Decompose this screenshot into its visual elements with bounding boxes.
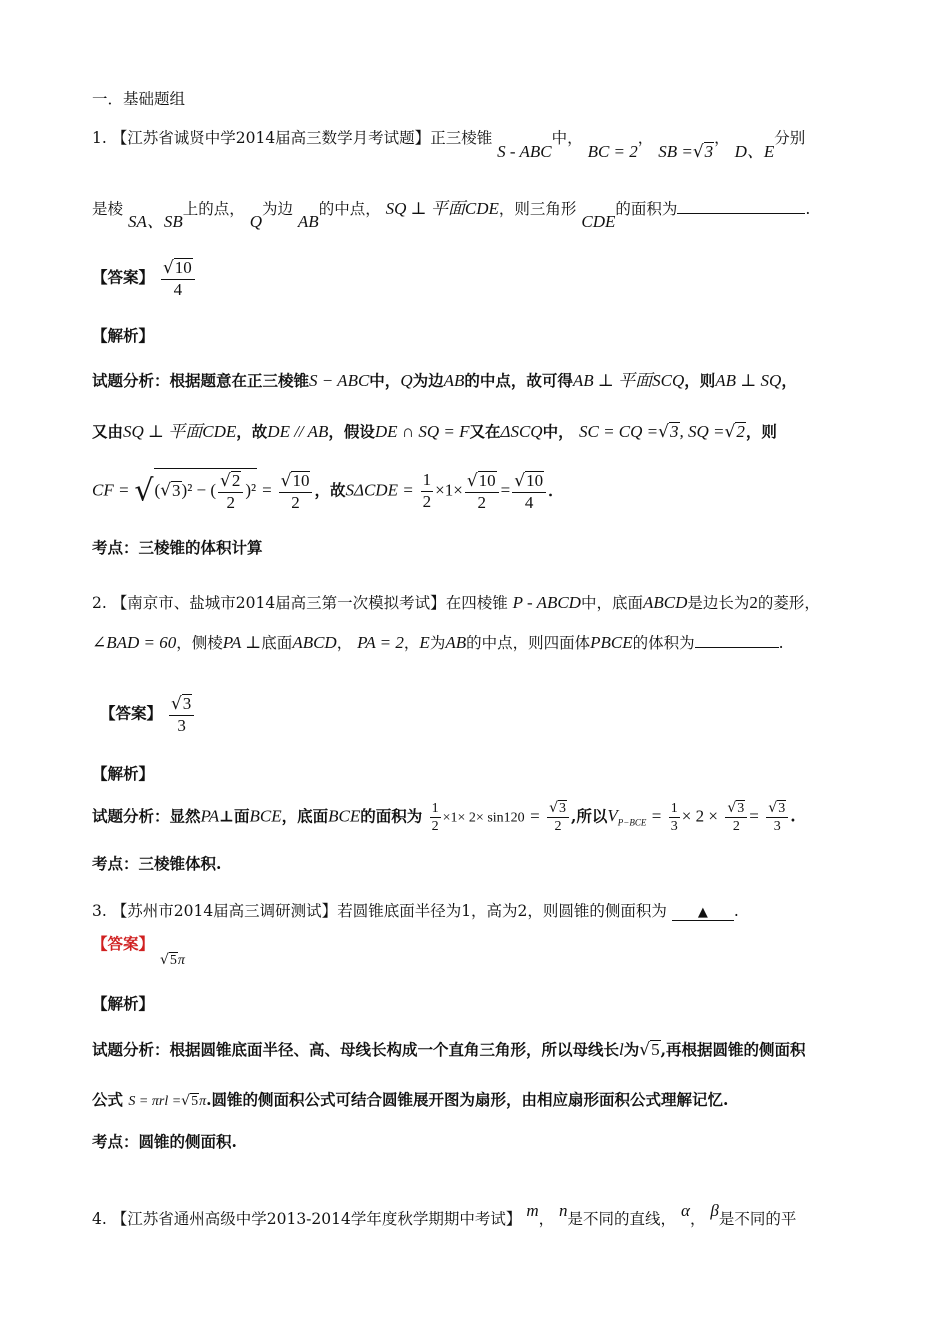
key-point: 考点：三棱锥的体积计算: [92, 538, 263, 557]
analysis-line: 又由SQ ⊥ 平面CDE，故DE // AB，假设DE ∩ SQ = F又在ΔSCQ中， SC = CQ =√3, SQ =√2，则: [92, 422, 777, 442]
section-heading: 一．基础题组: [92, 90, 186, 108]
analysis-line: 试题分析：显然PA⊥面BCE，底面BCE的面积为 $\frac{1}{2}$ ×1× 2× sin120 = $\frac{√3}{2}$ ,所以$V_{P-BCE}$ = $\frac{1}{3}$ × 2 × $\frac{√3}{2}$ = $\frac{√3}{3}$ .: [92, 800, 796, 835]
triangle-icon: ▲: [697, 905, 708, 920]
answer-row: 【答案】 $\frac{√3}{3}$: [100, 694, 196, 735]
analysis-label: 【解析】: [92, 994, 155, 1013]
analysis-label: 【解析】: [92, 764, 155, 783]
question-source: 【南京市、盐城市2014届高三第一次模拟考试】: [111, 594, 446, 612]
question-2-line-1: 2. 【南京市、盐城市2014届高三第一次模拟考试】在四棱锥 P - ABCD中，底面ABCD是边长为2的菱形，: [92, 593, 820, 612]
key-point: 考点：圆锥的侧面积.: [92, 1132, 237, 1151]
answer-blank: [695, 647, 779, 648]
question-2-line-2: ∠BAD = 60，侧棱PA ⊥底面ABCD， PA = 2，E为AB的中点，则四面体PBCE的体积为 .: [92, 633, 784, 652]
answer-value: √5π: [160, 952, 185, 968]
answer-fraction: $\frac{√10}{4}$: [161, 258, 195, 299]
answer-row: 【答案】: [92, 934, 155, 953]
analysis-line: 公式 S = πrl =√5π.圆锥的侧面积公式可结合圆锥展开图为扇形，由相应扇形面积公式理解记忆.: [92, 1090, 729, 1109]
question-source: 【苏州市2014届高三调研测试】: [111, 902, 338, 920]
analysis-label: 【解析】: [92, 326, 155, 345]
analysis-formula: CF = √(√3)² − ( $\frac{√2}{2}$ )² = $\frac{√10}{2}$ ，故SΔCDE = $\frac{1}{2}$ ×1× $\frac{√10}{2}$ = $\frac{√10}{4}$ ．: [92, 468, 564, 512]
question-3-line-1: 3. 【苏州市2014届高三调研测试】若圆锥底面半径为1，高为2，则圆锥的侧面积为 ▲ .: [92, 902, 739, 920]
question-4-line-1: 4. 【江苏省通州高级中学2013-2014学年度秋学期期中考试】 m， n是不同的直线， α， β是不同的平: [92, 1201, 797, 1228]
question-number: 4.: [92, 1210, 107, 1228]
answer-row: 【答案】 $\frac{√10}{4}$: [92, 258, 197, 299]
question-source: 【江苏省通州高级中学2013-2014学年度秋学期期中考试】: [111, 1210, 522, 1228]
answer-fraction: $\frac{√3}{3}$: [169, 694, 194, 735]
key-point: 考点：三棱锥体积.: [92, 854, 222, 873]
question-number: 1.: [92, 129, 107, 147]
question-source: 【江苏省诚贤中学2014届高三数学月考试题】: [111, 129, 431, 147]
question-1-line-1: 1. 【江苏省诚贤中学2014届高三数学月考试题】正三棱锥 S - ABC中， BC = 2， SB =√3， D、E分别: [92, 129, 806, 162]
question-1-line-2: 是棱 SA、SB上的点， Q为边 AB的中点， SQ ⊥ 平面CDE，则三角形 CDE的面积为 .: [92, 199, 811, 231]
answer-blank: [672, 904, 734, 921]
question-number: 3.: [92, 902, 107, 920]
analysis-line: 试题分析：根据题意在正三棱锥S − ABC中，Q为边AB的中点，故可得AB ⊥ 平面SCQ，则AB ⊥ SQ，: [92, 371, 797, 390]
answer-blank: [677, 213, 805, 214]
question-number: 2.: [92, 594, 107, 612]
analysis-line: 试题分析：根据圆锥底面半径、高、母线长构成一个直角三角形，所以母线长l为√5,再根据圆锥的侧面积: [92, 1040, 806, 1060]
